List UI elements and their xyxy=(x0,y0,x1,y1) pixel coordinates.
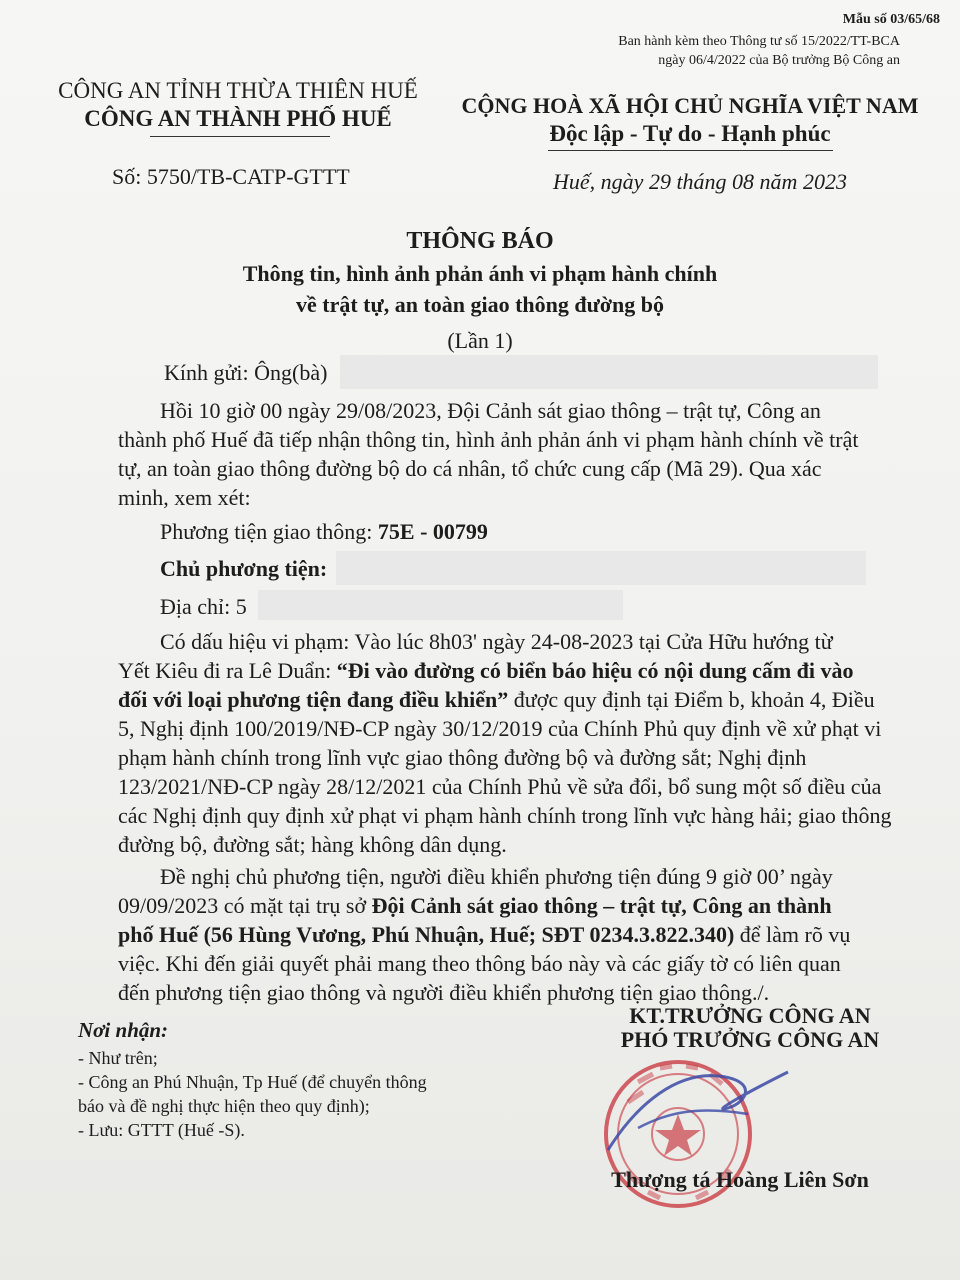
request-date: 09/09/2023 có mặt tại trụ sở xyxy=(118,893,372,918)
violation-line-1: Có dấu hiệu vi phạm: Vào lúc 8h03' ngày 24-08-2023 tại Cửa Hữu hướng từ xyxy=(160,629,833,654)
notice-title: THÔNG BÁO xyxy=(406,228,554,254)
request-office: Đội Cảnh sát giao thông – trật tự, Công an thành xyxy=(371,893,832,918)
paragraph-1-line-4: minh, xem xét: xyxy=(118,485,251,510)
violation-line-2 xyxy=(118,656,854,685)
place-date: Huế, ngày 29 tháng 08 năm 2023 xyxy=(553,169,847,194)
request-address: phố Huế (56 Hùng Vương, Phú Nhuận, Huế; SĐT 0234.3.822.340) xyxy=(118,922,735,947)
form-basis xyxy=(560,32,900,70)
greeting: Kính gửi: Ông(bà) xyxy=(164,360,328,385)
address-line xyxy=(160,592,247,621)
recipient-item-3: - Lưu: GTTT (Huế -S). xyxy=(78,1120,245,1140)
request-line-4: việc. Khi đến giải quyết phải mang theo thông báo này và các giấy tờ có liên quan xyxy=(118,951,841,976)
violation-line-4: 5, Nghị định 100/2019/NĐ-CP ngày 30/12/2019 của Chính Phủ quy định về xử phạt vi xyxy=(118,716,882,741)
document-number: Số: 5750/TB-CATP-GTTT xyxy=(112,164,350,189)
request-line-5: đến phương tiện giao thông và người điều khiển phương tiện giao thông./. xyxy=(118,980,770,1005)
country-name: CỘNG HOÀ XÃ HỘI CHỦ NGHĨA VIỆT NAM xyxy=(461,93,919,118)
request-line-3 xyxy=(118,920,850,949)
recipient-item-2b: báo và đề nghị thực hiện theo quy định); xyxy=(78,1096,370,1116)
violation-line-3 xyxy=(118,685,875,714)
form-basis-line-2: ngày 06/4/2022 của Bộ trưởng Bộ Công an xyxy=(658,53,900,68)
signature-title-1: KT.TRƯỞNG CÔNG AN xyxy=(629,1003,871,1028)
recipients-title: Nơi nhận: xyxy=(78,1018,169,1042)
notice-subtitle-line-1: Thông tin, hình ảnh phản ánh vi phạm hành chính xyxy=(242,261,718,286)
form-basis-line-1: Ban hành kèm theo Thông tư số 15/2022/TT-BCA xyxy=(618,34,900,49)
paragraph-1-line-3: tự, an toàn giao thông đường bộ do cá nhân, tổ chức cung cấp (Mã 29). Qua xác xyxy=(118,456,822,481)
vehicle-label: Phương tiện giao thông: xyxy=(160,519,378,544)
form-number: Mẫu số 03/65/68 xyxy=(842,12,940,27)
agency-name: CÔNG AN THÀNH PHỐ HUẾ xyxy=(84,106,392,131)
violation-behavior-start: “Đi vào đường có biển báo hiệu có nội dung cấm đi vào xyxy=(336,658,854,683)
agency-underline xyxy=(150,136,330,137)
signer-name: Thượng tá Hoàng Liên Sơn xyxy=(611,1167,869,1192)
redacted-recipient xyxy=(340,355,878,389)
paragraph-1-line-1: Hồi 10 giờ 00 ngày 29/08/2023, Đội Cảnh sát giao thông – trật tự, Công an xyxy=(160,398,821,423)
notice-subtitle xyxy=(60,258,900,320)
signature-title-2: PHÓ TRƯỞNG CÔNG AN xyxy=(620,1027,880,1052)
owner-label: Chủ phương tiện: xyxy=(160,556,328,581)
violation-line-6: 123/2021/NĐ-CP ngày 28/12/2021 của Chính Phủ về sửa đổi, bổ sung một số điều của xyxy=(118,774,882,799)
violation-line-8: đường bộ, đường sắt; hàng không dân dụng. xyxy=(118,832,507,857)
violation-line-7: các Nghị định quy định xử phạt vi phạm hành chính trong lĩnh vực hàng hải; giao thông xyxy=(118,803,892,828)
notice-occasion: (Lần 1) xyxy=(447,328,513,353)
agency-parent: CÔNG AN TỈNH THỪA THIÊN HUẾ xyxy=(58,78,418,103)
request-line-1: Đề nghị chủ phương tiện, người điều khiển phương tiện đúng 9 giờ 00’ ngày xyxy=(160,864,833,889)
motto-underline xyxy=(548,150,833,151)
recipient-item-2a: - Công an Phú Nhuận, Tp Huế (để chuyển thông xyxy=(78,1072,427,1092)
notice-subtitle-line-2: về trật tự, an toàn giao thông đường bộ xyxy=(295,292,664,317)
redacted-owner xyxy=(336,551,866,585)
owner-line xyxy=(160,554,327,583)
paragraph-1-line-2: thành phố Huế đã tiếp nhận thông tin, hình ảnh phản ánh vi phạm hành chính về trật xyxy=(118,427,859,452)
national-motto: Độc lập - Tự do - Hạnh phúc xyxy=(549,121,831,146)
vehicle-line xyxy=(160,517,488,546)
violation-line-5: phạm hành chính trong lĩnh vực giao thông đường bộ và đường sắt; Nghị định xyxy=(118,745,807,770)
violation-basis: được quy định tại Điểm b, khoản 4, Điều xyxy=(508,687,875,712)
vehicle-plate: 75E - 00799 xyxy=(377,519,488,544)
request-purpose: để làm rõ vụ xyxy=(734,922,851,947)
recipient-item-1: - Như trên; xyxy=(78,1048,158,1068)
address-label: Địa chỉ: 5 xyxy=(160,594,247,619)
redacted-address xyxy=(258,590,623,620)
violation-behavior-end: đối với loại phương tiện đang điều khiển” xyxy=(118,687,509,712)
request-line-2 xyxy=(118,891,832,920)
violation-location: Yết Kiêu đi ra Lê Duẩn: xyxy=(118,658,337,683)
